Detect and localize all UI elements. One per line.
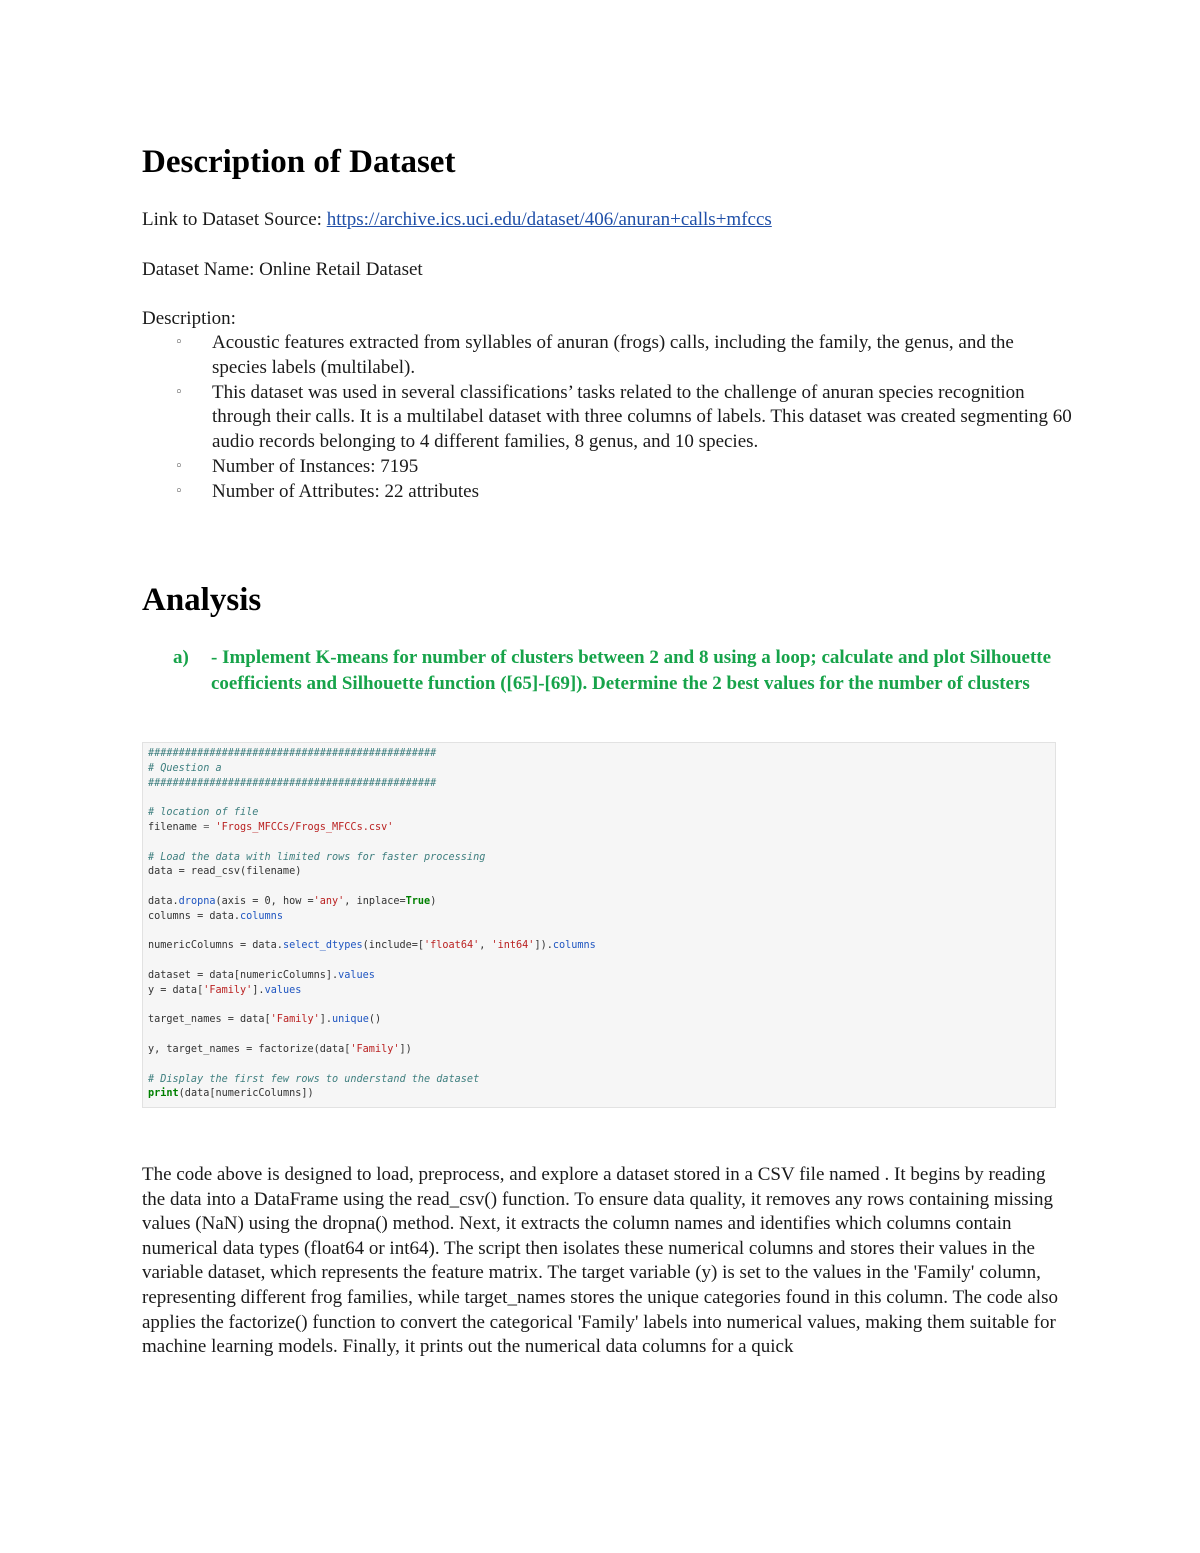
code-function: select_dtypes (282, 940, 363, 952)
code-string: 'int64' (491, 940, 535, 952)
code-text: y, target_names = factorize(data[ (148, 1043, 351, 1055)
code-block: ############################################### # Question a ############################################### # location of file filename = 'Frogs_MFCCs/Frogs_MFCCs.csv' # Load the data with limited rows for faster processing data = read_csv(filename) data.dropna(axis = 0, how ='any', inplace=True) columns = data.columns numericColumns = data.select_dtypes(include=['float64', 'int64']).columns dataset = data[numericColumns].values y = data['Family'].values target_names = data['Family'].unique() y, target_names = factorize(data['Family']) # Display the first few rows to understand the dataset print(data[numericColumns]) (148, 748, 596, 1100)
code-attribute: values (264, 984, 302, 996)
code-function: dropna (178, 895, 216, 907)
code-string: 'any' (313, 895, 345, 907)
code-text: columns = data. (148, 910, 241, 922)
code-string: 'Family' (270, 1014, 320, 1026)
code-text: y = data[ (148, 984, 204, 996)
bullet-icon: ◦ (175, 335, 183, 350)
code-text: ]. (252, 984, 265, 996)
code-string: 'float64' (424, 940, 480, 952)
code-attribute: values (338, 969, 375, 981)
code-text: (include=[ (362, 940, 425, 952)
bullet-text: Number of Instances: 7195 (212, 455, 419, 477)
code-comment: # Question a (148, 762, 222, 774)
code-string: 'Family' (203, 984, 253, 996)
code-text: (data[numericColumns]) (178, 1088, 314, 1100)
code-text: target_names = data[ (148, 1014, 271, 1026)
task-label: a) (173, 647, 189, 668)
bullet-item (142, 381, 1072, 455)
code-screenshot (142, 742, 1056, 1108)
bullet-text: This dataset was used in several classifications’ tasks related to the challenge of anuran species recognition through their calls. It is a multilabel dataset with three columns of labels. This dataset was created segmenting 60 audio records belonging to 4 different families, 8 genus, and 10 species. (212, 381, 1072, 453)
explanation-paragraph: The code above is designed to load, preprocess, and explore a dataset stored in a CSV file named . It begins by reading the data into a DataFrame using the read_csv() function. To ensure data quality, it removes any rows containing missing values (NaN) using the dropna() method. Next, it extracts the column names and identifies which columns contain numerical data types (float64 or int64). The script then isolates these numerical columns and stores their values in the variable dataset, which represents the feature matrix. The target variable (y) is set to the values in the 'Family' column, representing different frog families, while target_names stores the unique categories found in this column. The code also applies the factorize() function to convert the categorical 'Family' labels into numerical values, making them suitable for machine learning models. Finally, it prints out the numerical data columns for a quick (142, 1164, 1058, 1358)
code-keyword: True (405, 895, 431, 907)
task-text: - Implement K-means for number of clusters between 2 and 8 using a loop; calculate and plot Silhouette coefficients and Silhouette function ([65]-[69]). Determine the 2 best values for the number of clusters (211, 647, 1052, 694)
bullet-item (142, 331, 1072, 381)
code-text: , inplace= (344, 895, 406, 907)
code-string: 'Frogs_MFCCs/Frogs_MFCCs.csv' (215, 821, 394, 833)
description-label: Description: (142, 308, 236, 329)
code-text: data. (148, 895, 179, 907)
bullet-item (142, 480, 1072, 505)
bullet-icon: ◦ (175, 458, 183, 474)
code-attribute: columns (240, 910, 283, 922)
code-text: ]) (399, 1043, 412, 1055)
code-text: dataset = data[numericColumns]. (148, 969, 339, 981)
code-comment: ############################################### (148, 777, 437, 789)
bullet-item (142, 455, 1072, 480)
code-text: ) (430, 895, 437, 907)
code-comment: # Display the first few rows to understand the dataset (148, 1073, 480, 1085)
code-function: unique (332, 1014, 369, 1026)
dataset-link-line (142, 208, 772, 232)
code-text: () (368, 1014, 382, 1026)
code-text: numericColumns = data. (148, 940, 283, 952)
bullet-icon: ◦ (175, 483, 183, 499)
code-text: , (479, 940, 492, 952)
bullet-text: Acoustic features extracted from syllables of anuran (frogs) calls, including the family, the genus, and the species labels (multilabel). (212, 332, 1014, 378)
heading-description: Description of Dataset (142, 144, 456, 180)
task-a (173, 645, 1073, 696)
code-function: print (148, 1088, 179, 1100)
code-attribute: columns (552, 940, 596, 952)
code-comment: # Load the data with limited rows for faster processing (148, 851, 486, 863)
bullet-text: Number of Attributes: 22 attributes (212, 480, 480, 502)
dataset-name: Dataset Name: Online Retail Dataset (142, 259, 423, 280)
description-bullet-list (142, 331, 1072, 505)
code-text: (axis = 0, how = (215, 895, 314, 907)
code-comment: ############################################### (148, 748, 437, 759)
code-text: ]). (534, 940, 553, 952)
heading-analysis: Analysis (142, 582, 262, 618)
dataset-source-link[interactable]: https://archive.ics.uci.edu/dataset/406/anuran+calls+mfccs (326, 209, 772, 230)
link-label: Link to Dataset Source: (142, 209, 327, 230)
code-string: 'Family' (350, 1043, 400, 1055)
code-text: data = read_csv(filename) (148, 866, 302, 878)
code-text: filename (148, 821, 198, 833)
bullet-icon: ◦ (175, 384, 183, 400)
code-text: ]. (319, 1014, 333, 1026)
code-comment: # location of file (148, 807, 259, 819)
